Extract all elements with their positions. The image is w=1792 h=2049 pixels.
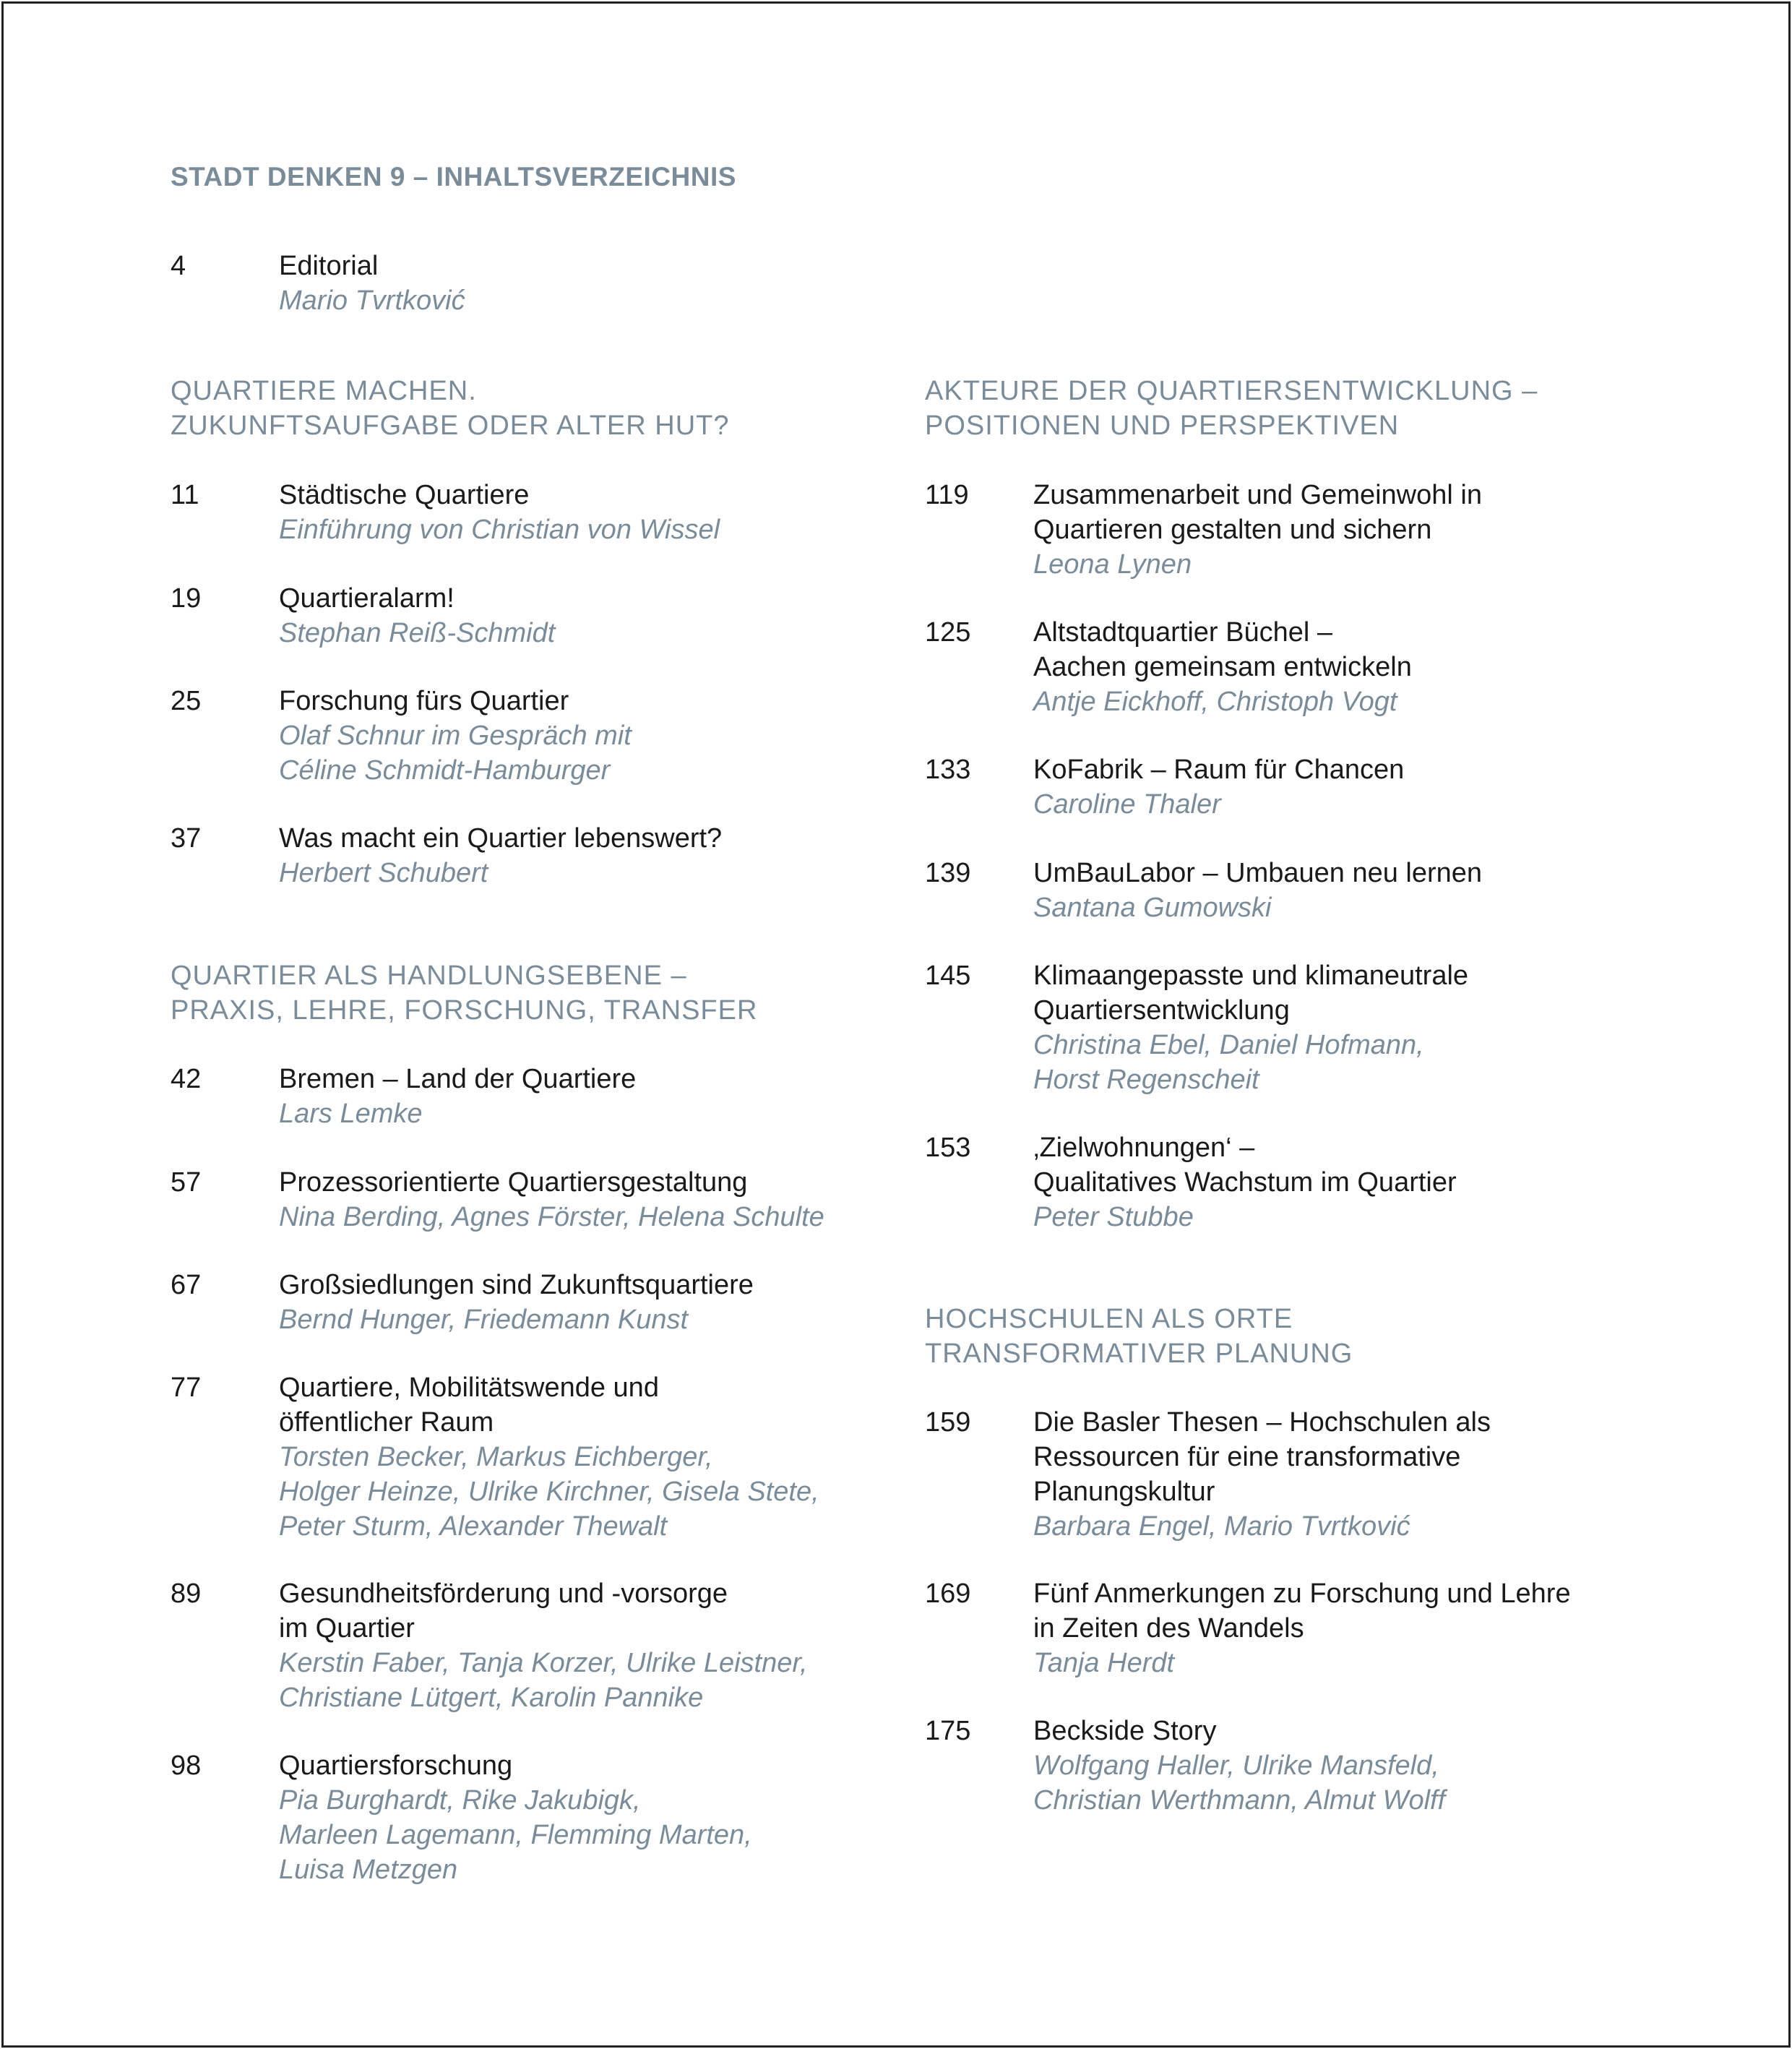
entry-authors: Bernd Hunger, Friedemann Kunst bbox=[279, 1305, 689, 1335]
toc-entry[interactable] bbox=[171, 821, 908, 890]
entry-authors: Barbara Engel, Mario Tvrtković bbox=[1033, 1511, 1410, 1542]
toc-entry[interactable] bbox=[925, 1405, 1691, 1544]
toc-entry[interactable] bbox=[171, 684, 908, 788]
entry-authors: Kerstin Faber, Tanja Korzer, Ulrike Leistner, Christiane Lütgert, Karolin Pannike bbox=[279, 1648, 808, 1713]
entry-authors: Tanja Herdt bbox=[1033, 1648, 1175, 1678]
entry-title: Quartieralarm! bbox=[279, 583, 455, 614]
entry-authors: Pia Burghardt, Rike Jakubigk, Marleen Lagemann, Flemming Marten, Luisa Metzgen bbox=[279, 1785, 752, 1885]
entry-title: Altstadtquartier Büchel – Aachen gemeinsam entwickeln bbox=[1033, 617, 1412, 682]
entry-authors: Leona Lynen bbox=[1033, 549, 1192, 580]
toc-entry[interactable] bbox=[171, 1576, 908, 1715]
entry-title: Quartiersforschung bbox=[279, 1751, 513, 1781]
page-number: 159 bbox=[925, 1407, 971, 1438]
toc-entry[interactable] bbox=[925, 615, 1691, 719]
entry-title: Zusammenarbeit und Gemeinwohl in Quartieren gestalten und sichern bbox=[1033, 480, 1482, 545]
entry-title: Forschung fürs Quartier bbox=[279, 686, 569, 716]
entry-authors: Wolfgang Haller, Ulrike Mansfeld, Christian Werthmann, Almut Wolff bbox=[1033, 1751, 1446, 1816]
entry-title: Großsiedlungen sind Zukunftsquartiere bbox=[279, 1270, 754, 1300]
entry-authors: Antje Eickhoff, Christoph Vogt bbox=[1033, 687, 1397, 717]
page-number: 57 bbox=[171, 1167, 202, 1198]
entry-authors: Olaf Schnur im Gespräch mit Céline Schmidt-Hamburger bbox=[279, 721, 632, 786]
page-number: 119 bbox=[925, 480, 969, 510]
toc-entry[interactable] bbox=[171, 478, 908, 547]
page-number: 145 bbox=[925, 961, 971, 991]
toc-entry-editorial[interactable] bbox=[171, 249, 908, 318]
entry-authors: Einführung von Christian von Wissel bbox=[279, 515, 720, 545]
page-number: 175 bbox=[925, 1716, 971, 1746]
page-number: 25 bbox=[171, 686, 202, 716]
entry-title: UmBauLabor – Umbauen neu lernen bbox=[1033, 858, 1483, 888]
toc-entry[interactable] bbox=[171, 1370, 908, 1544]
section-heading: AKTEURE DER QUARTIERSENTWICKLUNG – POSITIONEN UND PERSPEKTIVEN bbox=[925, 376, 1538, 441]
page-number: 77 bbox=[171, 1373, 202, 1403]
entry-authors: Mario Tvrtković bbox=[279, 285, 465, 316]
entry-title: ‚Zielwohnungen‘ – Qualitatives Wachstum im Quartier bbox=[1033, 1133, 1457, 1198]
toc-entry[interactable] bbox=[925, 1576, 1691, 1680]
page-number: 11 bbox=[171, 480, 199, 510]
entry-authors: Herbert Schubert bbox=[279, 858, 488, 888]
page-title: STADT DENKEN 9 – INHALTSVERZEICHNIS bbox=[171, 162, 736, 192]
page-number: 98 bbox=[171, 1751, 202, 1781]
toc-entry[interactable] bbox=[925, 1714, 1691, 1818]
page-number: 4 bbox=[171, 251, 186, 281]
entry-title: Bremen – Land der Quartiere bbox=[279, 1064, 637, 1094]
entry-authors: Torsten Becker, Markus Eichberger, Holger Heinze, Ulrike Kirchner, Gisela Stete, Peter Sturm, Alexander Thewalt bbox=[279, 1442, 819, 1542]
entry-title: Klimaangepasste und klimaneutrale Quartiersentwicklung bbox=[1033, 961, 1469, 1026]
entry-title: Städtische Quartiere bbox=[279, 480, 530, 510]
entry-authors: Nina Berding, Agnes Förster, Helena Schulte bbox=[279, 1202, 824, 1232]
page-number: 153 bbox=[925, 1133, 971, 1163]
page-number: 19 bbox=[171, 583, 202, 614]
section-heading: QUARTIER ALS HANDLUNGSEBENE – PRAXIS, LEHRE, FORSCHUNG, TRANSFER bbox=[171, 961, 758, 1026]
entry-title: Quartiere, Mobilitätswende und öffentlicher Raum bbox=[279, 1373, 659, 1438]
section-heading: QUARTIERE MACHEN. ZUKUNFTSAUFGABE ODER ALTER HUT? bbox=[171, 376, 730, 441]
entry-title: KoFabrik – Raum für Chancen bbox=[1033, 755, 1405, 785]
toc-entry[interactable] bbox=[925, 478, 1691, 582]
page-number: 169 bbox=[925, 1578, 971, 1609]
entry-title: Editorial bbox=[279, 251, 379, 281]
toc-entry[interactable] bbox=[925, 958, 1691, 1097]
page-number: 42 bbox=[171, 1064, 202, 1094]
entry-title: Die Basler Thesen – Hochschulen als Ressourcen für eine transformative Planungskultur bbox=[1033, 1407, 1491, 1507]
toc-entry[interactable] bbox=[171, 581, 908, 650]
page-number: 133 bbox=[925, 755, 971, 785]
entry-title: Fünf Anmerkungen zu Forschung und Lehre in Zeiten des Wandels bbox=[1033, 1578, 1571, 1644]
page-number: 67 bbox=[171, 1270, 202, 1300]
entry-title: Gesundheitsförderung und -vorsorge im Quartier bbox=[279, 1578, 728, 1644]
toc-entry[interactable] bbox=[171, 1165, 908, 1234]
page-number: 37 bbox=[171, 823, 202, 854]
entry-title: Beckside Story bbox=[1033, 1716, 1217, 1746]
page-number: 125 bbox=[925, 617, 971, 648]
entry-authors: Stephan Reiß-Schmidt bbox=[279, 618, 556, 648]
entry-authors: Caroline Thaler bbox=[1033, 789, 1221, 820]
section-heading: HOCHSCHULEN ALS ORTE TRANSFORMATIVER PLANUNG bbox=[925, 1304, 1353, 1369]
toc-entry[interactable] bbox=[171, 1748, 908, 1887]
toc-entry[interactable] bbox=[925, 856, 1691, 925]
entry-authors: Peter Stubbe bbox=[1033, 1202, 1194, 1232]
entry-title: Was macht ein Quartier lebenswert? bbox=[279, 823, 723, 854]
entry-authors: Christina Ebel, Daniel Hofmann, Horst Regenscheit bbox=[1033, 1030, 1424, 1095]
toc-entry[interactable] bbox=[925, 752, 1691, 822]
page-number: 89 bbox=[171, 1578, 202, 1609]
entry-authors: Santana Gumowski bbox=[1033, 893, 1272, 923]
entry-authors: Lars Lemke bbox=[279, 1099, 423, 1129]
toc-entry[interactable] bbox=[171, 1268, 908, 1337]
entry-title: Prozessorientierte Quartiersgestaltung bbox=[279, 1167, 748, 1198]
toc-entry[interactable] bbox=[925, 1130, 1691, 1234]
toc-entry[interactable] bbox=[171, 1062, 908, 1131]
page-number: 139 bbox=[925, 858, 971, 888]
